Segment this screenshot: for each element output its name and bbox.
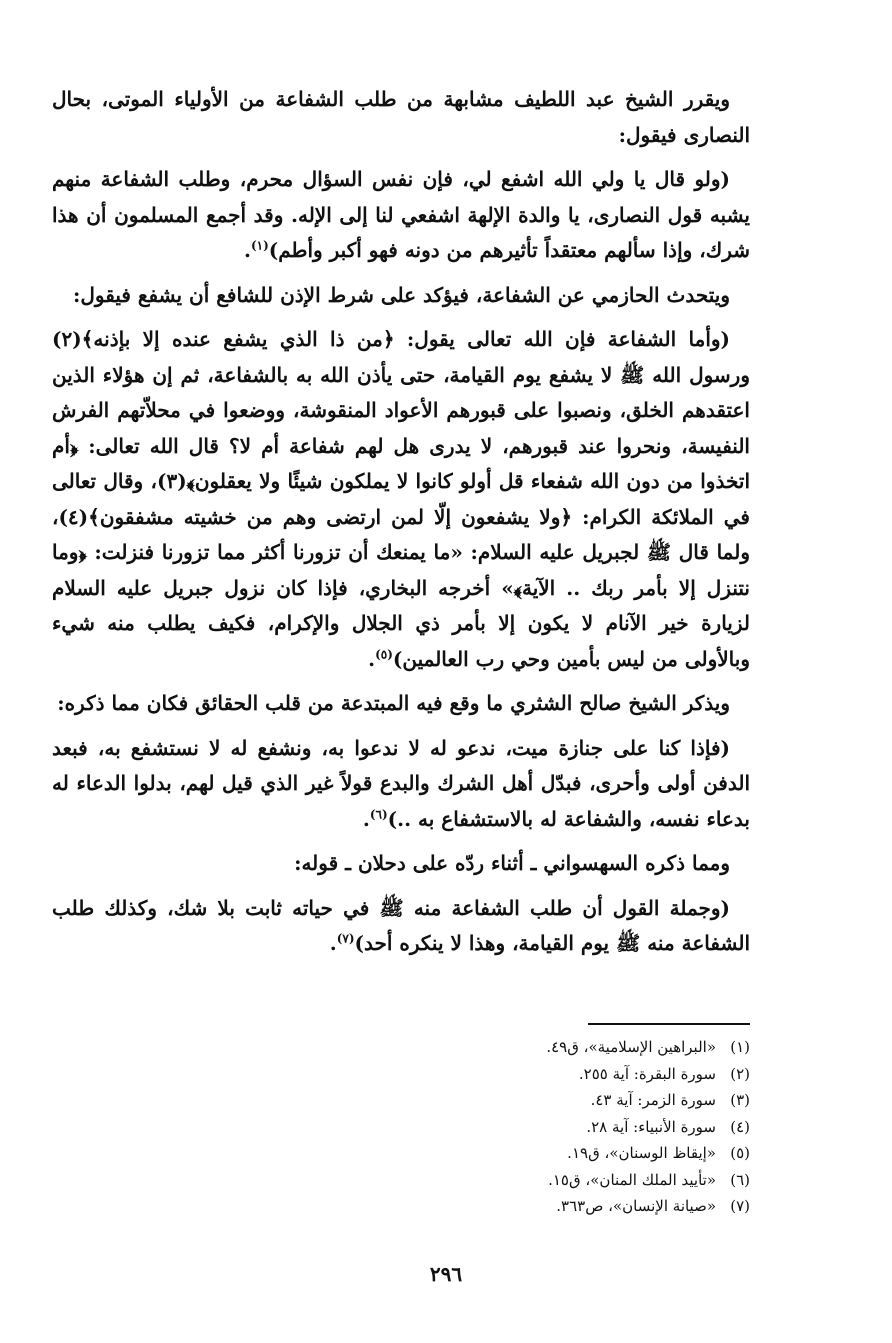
quote-paragraph: (ولو قال يا ولي الله اشفع لي، فإن نفس السؤال محرم، وطلب الشفاعة منهم يشبه قول النصارى، يا والدة الإلهة اشفعي لنا إلى الإله. وقد أجمع المسلمون أن هذا شرك، وإذا سألهم معتقداً تأثيرهم من دونه فهو أكبر وأطم)$^{(١)}$. bbox=[52, 167, 750, 262]
footnote-ref: (٥) bbox=[375, 646, 393, 661]
body-text bbox=[52, 82, 750, 962]
quote-paragraph: (فإذا كنا على جنازة ميت، ندعو له لا ندعوا به، ونشفع له لا نستشفع به، فبعد الدفن أولى وأحرى، فبدّل أهل الشرك والبدع قولاً غير الذي قيل لهم، بدلوا الدعاء له بدعاء نفسه، والشفاعة له بالاستشفاع به ..)$^{(٦)}$. bbox=[52, 735, 750, 831]
footnote-item: (١)«البراهين الإسلامية»، ق٤٩. bbox=[546, 1038, 750, 1056]
footnote-ref: (٧) bbox=[336, 931, 355, 946]
paragraph: ومما ذكره السهسواني ـ أثناء ردّه على دحلان ـ قوله: bbox=[294, 851, 730, 875]
paragraph: ويتحدث الحازمي عن الشفاعة، فيؤكد على شرط الإذن للشافع أن يشفع فيقول: bbox=[72, 282, 730, 307]
footnote-item: (٢)سورة البقرة: آية ٢٥٥. bbox=[578, 1064, 750, 1083]
paragraph: ويقرر الشيخ عبد اللطيف مشابهة من طلب الشفاعة من الأولياء الموتى، بحال النصارى فيقول: bbox=[52, 87, 750, 147]
quote-paragraph: (وأما الشفاعة فإن الله تعالى يقول: ﴿من ذا الذي يشفع عنده إلا بإذنه﴾(٢) ورسول الله ﷺ لا يشفع يوم القيامة، حتى يأذن الله به بالشفاعة، ثم إن هؤلاء الذين اعتقدهم الخلق، ونصبوا على قبورهم الأعواد المنقوشة، ووضعوا في محلاّتهم الفرش النفيسة، ونحروا عند قبورهم، لا يدرى هل لهم شفاعة أم لا؟ قال الله تعالى: ﴿أم اتخذوا من دون الله شفعاء قل أولو كانوا لا يملكون شيئًا ولا يعقلون﴾(٣)، وقال تعالى في الملائكة الكرام: ﴿ولا يشفعون إلّا لمن ارتضى وهم من خشيته مشفقون﴾(٤)، ولما قال ﷺ لجبريل عليه السلام: «ما يمنعك أن تزورنا أكثر مما تزورنا فنزلت: ﴿وما نتنزل إلا بأمر ربك .. الآية﴾» أخرجه البخاري، فإذا كان نزول جبريل عليه السلام لزيارة خير الآنام لا يكون إلا بأمر ذي الجلال والإكرام، فكيف يطلب منه شيء وبالأولى من ليس بأمين وحي رب العالمين)$^{(٥)}$. bbox=[52, 327, 751, 671]
page-number: ٢٩٦ bbox=[429, 1262, 463, 1286]
footnote-ref: (١) bbox=[250, 238, 269, 253]
footnotes bbox=[330, 1034, 750, 1220]
footnote-item: (٥)«إيقاظ الوسنان»، ق١٩. bbox=[567, 1144, 750, 1162]
footnote-item: (٦)«تأييد الملك المنان»، ق١٥. bbox=[548, 1170, 750, 1189]
footnote-item: (٧)«صيانة الإنسان»، ص٣٦٣. bbox=[556, 1197, 750, 1215]
paragraph: ويذكر الشيخ صالح الشثري ما وقع فيه المبتدعة من قلب الحقائق فكان مما ذكره: bbox=[57, 691, 730, 715]
footnote-item: (٣)سورة الزمر: آية ٤٣. bbox=[590, 1091, 750, 1109]
footnote-ref: (٦) bbox=[369, 806, 388, 821]
quote-paragraph: (وجملة القول أن طلب الشفاعة منه ﷺ في حياته ثابت بلا شك، وكذلك طلب الشفاعة منه ﷺ يوم القيامة، وهذا لا ينكره أحد)$^{(٧)}$. bbox=[52, 895, 750, 955]
footnote-divider bbox=[588, 1023, 750, 1025]
footnote-item: (٤)سورة الأنبياء: آية ٢٨. bbox=[586, 1117, 750, 1136]
